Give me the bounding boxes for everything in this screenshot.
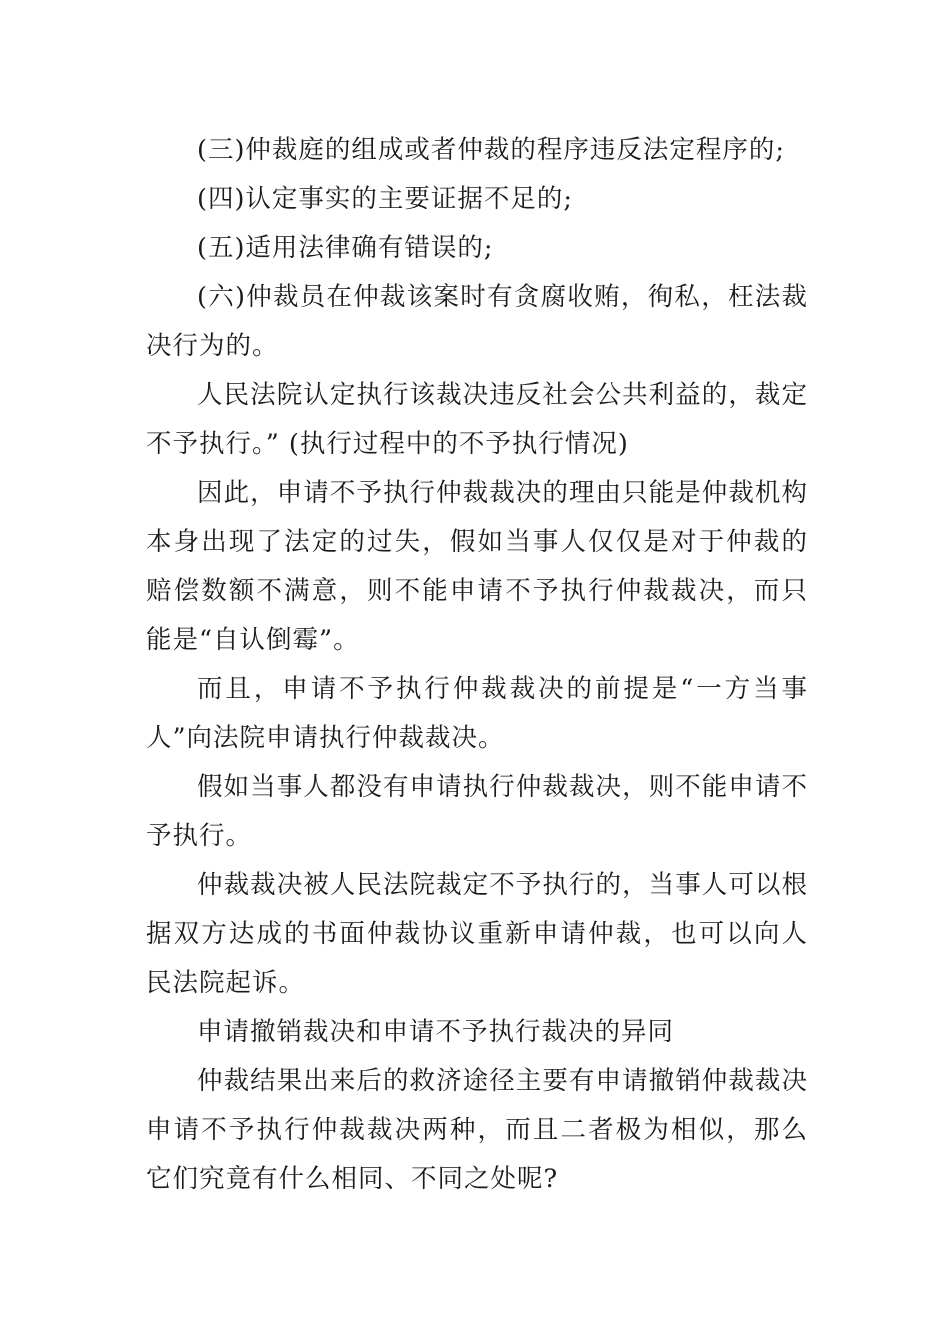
- paragraph-premise: 而且，申请不予执行仲裁裁决的前提是“一方当事人”向法院申请执行仲裁裁决。: [146, 674, 808, 753]
- paragraph-reapply: 仲裁裁决被人民法院裁定不予执行的，当事人可以根据双方达成的书面仲裁协议重新申请仲裁，也可以向人民法院起诉。: [146, 870, 808, 998]
- paragraph-item-5: (五)适用法律确有错误的;: [197, 233, 494, 263]
- paragraph-item-6: (六)仲裁员在仲裁该案时有贪腐收贿，徇私，枉法裁决行为的。: [146, 282, 808, 361]
- paragraph-conclusion: 因此，申请不予执行仲裁裁决的理由只能是仲裁机构本身出现了法定的过失，假如当事人仅仅是对于仲裁的赔偿数额不满意，则不能申请不予执行仲裁裁决，而只能是“自认倒霉”。: [146, 478, 808, 655]
- paragraph-item-4: (四)认定事实的主要证据不足的;: [197, 184, 573, 214]
- document-body: [146, 126, 808, 1204]
- paragraph-public-interest: 人民法院认定执行该裁决违反社会公共利益的，裁定不予执行。” (执行过程中的不予执行情况): [146, 380, 808, 459]
- paragraph-no-application: 假如当事人都没有申请执行仲裁裁决，则不能申请不予执行。: [146, 772, 808, 851]
- paragraph-remedies: 仲裁结果出来后的救济途径主要有申请撤销仲裁裁决申请不予执行仲裁裁决两种，而且二者极为相似，那么它们究竟有什么相同、不同之处呢?: [146, 1066, 808, 1194]
- paragraph-item-3: (三)仲裁庭的组成或者仲裁的程序违反法定程序的;: [197, 135, 785, 165]
- section-heading: 申请撤销裁决和申请不予执行裁决的异同: [197, 1017, 675, 1047]
